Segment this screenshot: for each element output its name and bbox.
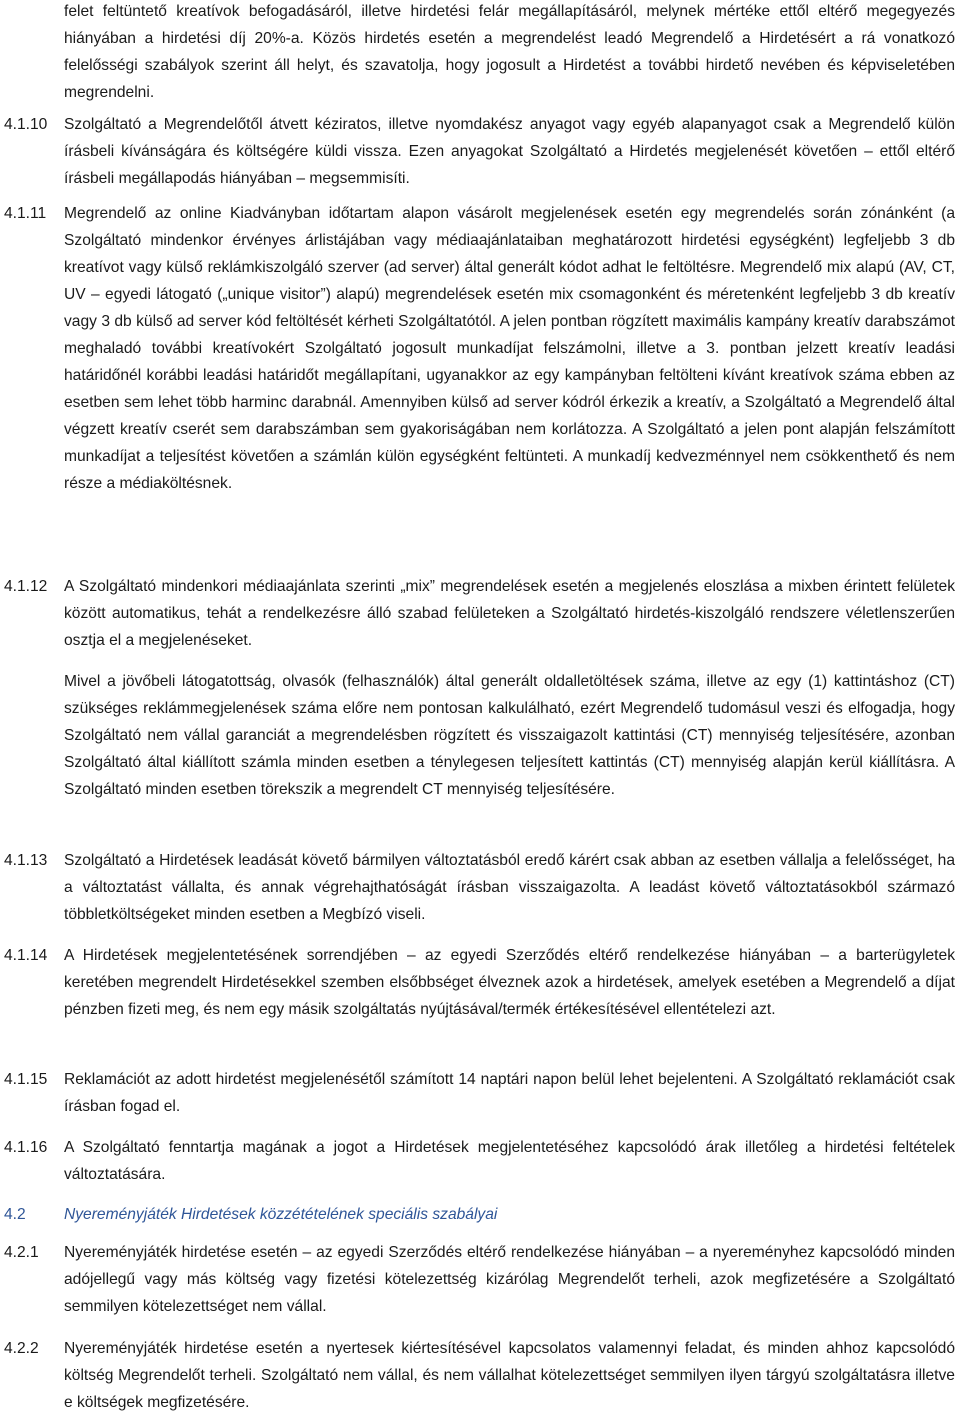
paragraph-4-2-2: Nyereményjáték hirdetése esetén a nyertesek kiértesítésével kapcsolatos valamennyi feladat, és minden ahhoz kapcsolódó költség Megrendelőt terheli. Szolgáltató nem vállal, és nem vállalhat kötelezettséget semmilyen ilyen tárgyú szolgáltatásra illetve e költségek megfizetésére. <box>64 1340 955 1411</box>
section-number-4-1-13: 4.1.13 <box>4 852 48 869</box>
section-number-4-2-1: 4.2.1 <box>4 1244 39 1261</box>
paragraph-4-1-15: Reklamációt az adott hirdetést megjelenésétől számított 14 naptári napon belül lehet bejelenteni. A Szolgáltató reklamációt csak írásban fogad el. <box>64 1071 955 1115</box>
section-number-4-1-14: 4.1.14 <box>4 947 48 964</box>
section-number-4-1-16: 4.1.16 <box>4 1139 48 1156</box>
section-number-4-1-10: 4.1.10 <box>4 116 48 133</box>
paragraph-4-1-11: Megrendelő az online Kiadványban időtartam alapon vásárolt megjelenések esetén egy megrendelés során zónánként (a Szolgáltató mindenkor érvényes árlistájában vagy médiaajánlataiban meghatározott hirdetési egységként) legfeljebb 3 db kreatívot vagy külső reklámkiszolgáló szerver (ad server) által generált kódot adhat le feltöltésre. Megrendelő mix alapú (AV, CT, UV – egyedi látogató („unique visitor”) alapú) megrendelések esetén mix csomagonként és méretenként legfeljebb 3 db kreatív vagy 3 db külső ad server kód feltöltését kérheti Szolgáltatótól. A jelen pontban rögzített maximális kampány kreatív darabszámot meghaladó további kreatívokért Szolgáltató jogosult munkadíjat felszámolni, illetve a 3. pontban jelzett kreatív leadási határidőnél korábbi leadási határidőt megállapítani, ugyanakkor az egy kampányban feltölteni kívánt kreatívok száma ebben az esetben sem lehet több harminc darabnál. Amennyiben külső ad server kódról érkezik a kreatív, a Szolgáltató a Megrendelő által végzett kreatív cserét sem darabszámban sem gyakoriságában nem korlátozza. A Szolgáltató a jelen pont alapján felszámított munkadíjat a teljesítést követően a számlán külön egységként feltünteti. A munkadíj kedvezménnyel nem csökkenthető és nem része a médiaköltésnek. <box>64 205 955 492</box>
paragraph-4-1-13: Szolgáltató a Hirdetések leadását követő bármilyen változtatásból eredő kárért csak abban az esetben vállalja a felelősséget, ha a változtatást vállalta, és annak végrehajthatóságát írásban visszaigazolta. A leadást követő változtatásokból származó többletköltségeket minden esetben a Megbízó viseli. <box>64 852 955 923</box>
paragraph-4-1-16: A Szolgáltató fenntartja magának a jogot a Hirdetések megjelentetéséhez kapcsolódó árak illetőleg a hirdetési feltételek változtatására. <box>64 1139 955 1183</box>
paragraph-4-1-12: A Szolgáltató mindenkori médiaajánlata szerinti „mix” megrendelések esetén a megjelenés eloszlása a mixben érintett felületek között automatikus, tehát a rendelkezésre álló szabad felületeken a Szolgáltató hirdetés-kiszolgáló rendszere véletlenszerűen osztja el a megjelenéseket. <box>64 578 955 649</box>
section-number-4-2-2: 4.2.2 <box>4 1340 39 1357</box>
section-number-4-1-15: 4.1.15 <box>4 1071 48 1088</box>
paragraph-4-2-1: Nyereményjáték hirdetése esetén – az egyedi Szerződés eltérő rendelkezése hiányában – a nyereményhez kapcsolódó minden adójellegű vagy más költség vagy fizetési kötelezettség kizárólag Megrendelőt terheli, azok megfizetésére a Szolgáltató semmilyen kötelezettséget nem vállal. <box>64 1244 955 1315</box>
paragraph-4-1-14: A Hirdetések megjelentetésének sorrendjében – az egyedi Szerződés eltérő rendelkezése hiányában – a barterügyletek keretében megrendelt Hirdetésekkel szemben elsőbbséget élveznek azok a hirdetések, amelyek esetében a Megrendelő a díjat pénzben fizeti meg, és nem egy másik szolgáltatás nyújtásával/termék értékesítésével ellentételezi azt. <box>64 947 955 1018</box>
section-heading-4-2: Nyereményjáték Hirdetések közzétételének speciális szabályai <box>64 1206 498 1223</box>
section-number-4-2: 4.2 <box>4 1206 26 1223</box>
paragraph-4-1-9-continued: felet feltüntető kreatívok befogadásáról, illetve hirdetési felár megállapításáról, melynek mértéke ettől eltérő megegyezés hiányában a hirdetési díj 20%-a. Közös hirdetés esetén a megrendelést leadó Megrendelő a Hirdetésért a rá vonatkozó felelősségi szabályok szerint áll helyt, és szavatolja, hogy jogosult a Hirdetést a további hirdető nevében és képviseletében megrendelni. <box>64 3 955 101</box>
section-number-4-1-11: 4.1.11 <box>4 205 47 222</box>
paragraph-4-1-10: Szolgáltató a Megrendelőtől átvett kéziratos, illetve nyomdakész anyagot vagy egyéb alapanyagot csak a Megrendelő külön írásbeli kívánságára és költségére küldi vissza. Ezen anyagokat Szolgáltató a Hirdetés megjelenését követően – ettől eltérő írásbeli megállapodás hiányában – megsemmisíti. <box>64 116 955 187</box>
paragraph-4-1-12-continued: Mivel a jövőbeli látogatottság, olvasók (felhasználók) által generált oldalletöltések száma, illetve az egy (1) kattintáshoz (CT) szükséges reklámmegjelenések száma előre nem pontosan kalkulálható, ezért Megrendelő tudomásul veszi és elfogadja, hogy Szolgáltató nem vállal garanciát a megrendelésben rögzített és visszaigazolt kattintási (CT) mennyiség teljesítésére, azonban Szolgáltató által kiállított számla minden esetben a ténylegesen teljesített kattintás (CT) mennyiség alapján kerül kiállításra. A Szolgáltató minden esetben törekszik a megrendelt CT mennyiség teljesítésére. <box>64 673 955 798</box>
section-number-4-1-12: 4.1.12 <box>4 578 48 595</box>
